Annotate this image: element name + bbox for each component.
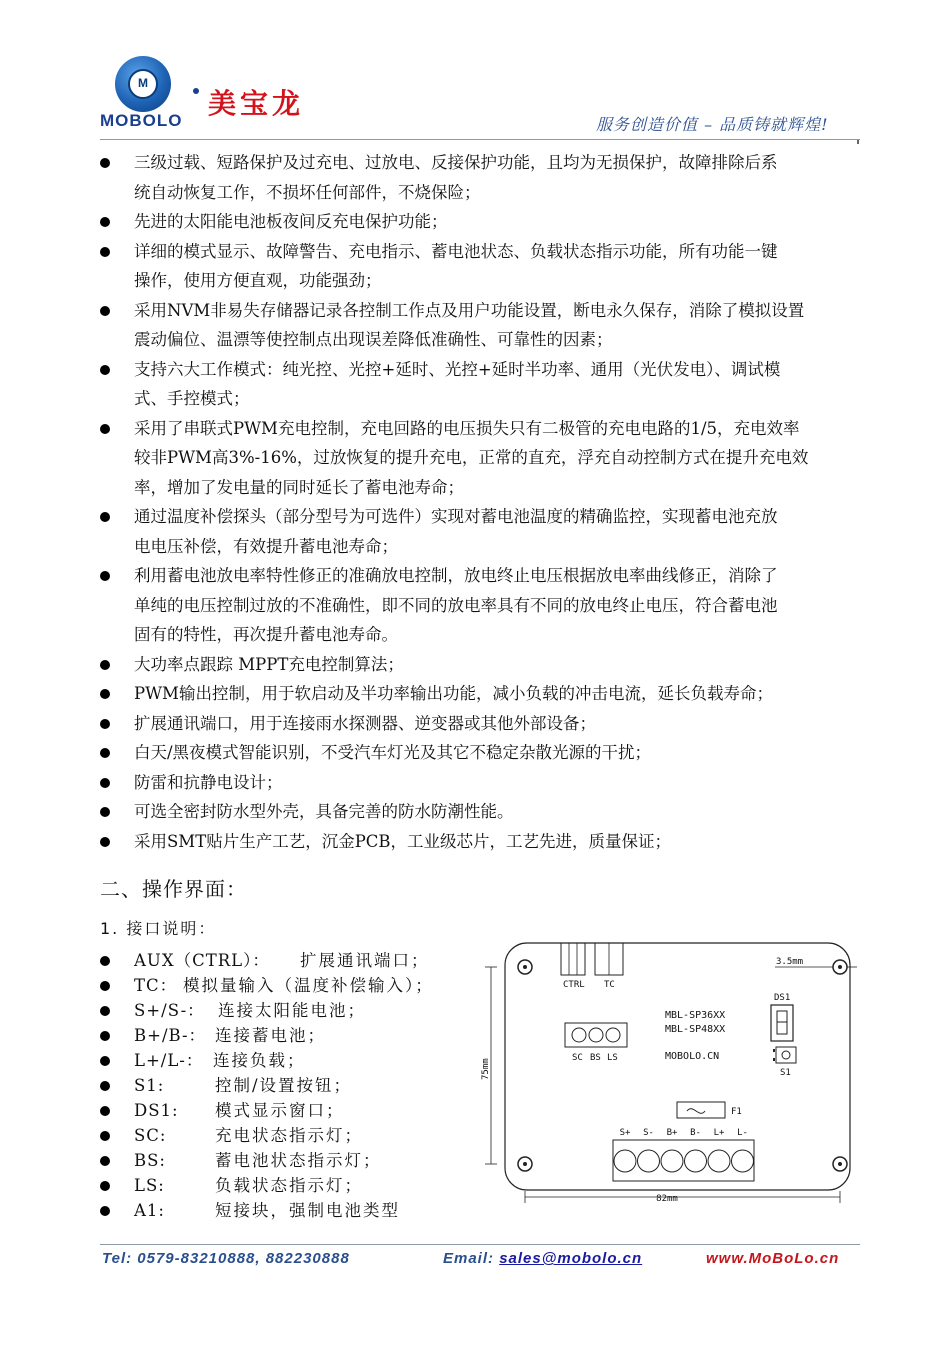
feature-line: 支持六大工作模式：纯光控、光控+延时、光控+延时半功率、通用（光伏发电）、调试模 — [134, 359, 781, 379]
port-description: 连接蓄电池； — [215, 1026, 326, 1045]
footer-website[interactable]: www.MoBoLo.cn — [706, 1250, 840, 1267]
port-description: 充电状态指示灯； — [215, 1126, 363, 1145]
bullet-icon — [100, 1056, 110, 1066]
feature-line: 单纯的电压控制过放的不准确性，即不同的放电率具有不同的放电终止电压，符合蓄电池 — [134, 595, 778, 615]
section-title: 二、操作界面： — [100, 877, 247, 901]
terminal-label: L- — [737, 1128, 748, 1138]
bullet-icon — [100, 719, 110, 729]
port-item — [100, 948, 460, 973]
feature-line: 固有的特性，再次提升蓄电池寿命。 — [134, 625, 398, 644]
terminal-group — [614, 1128, 754, 1172]
port-item — [100, 1023, 460, 1048]
port-description: 连接太阳能电池； — [218, 1001, 366, 1020]
port-item — [100, 1073, 460, 1098]
terminal-label: S- — [643, 1128, 654, 1138]
feature-line: 统自动恢复工作，不损坏任何部件，不烧保险； — [134, 182, 481, 202]
port-key: A1: — [134, 1201, 165, 1220]
terminal-label: L+ — [713, 1128, 725, 1138]
feature-item — [100, 414, 860, 503]
terminal-screw — [685, 1150, 707, 1172]
bullet-icon — [100, 689, 110, 699]
footer-email-link[interactable]: sales@mobolo.cn — [499, 1250, 643, 1267]
led-label: BS — [590, 1053, 601, 1063]
bullet-icon — [100, 660, 110, 670]
bullet-icon — [100, 1206, 110, 1216]
port-key: SC: — [134, 1126, 167, 1145]
terminal-screw — [614, 1150, 636, 1172]
bullet-icon — [100, 1131, 110, 1141]
port-item — [100, 1098, 460, 1123]
footer-rule — [100, 1244, 860, 1245]
bullet-icon — [100, 1106, 110, 1116]
width-dimension-label: 82mm — [656, 1194, 678, 1204]
port-item — [100, 1198, 460, 1223]
terminal-screw — [708, 1150, 730, 1172]
s1-label: S1 — [780, 1068, 791, 1078]
port-key: DS1: — [134, 1101, 179, 1120]
model-label-1: MBL-SP36XX — [665, 1010, 726, 1021]
bullet-icon — [100, 837, 110, 847]
feature-line: 采用NVM非易失存储器记录各控制工作点及用户功能设置，断电永久保存，消除了模拟设置 — [134, 300, 805, 320]
bullet-icon — [100, 512, 110, 522]
mount-hole-top-left — [518, 960, 532, 974]
terminal-block — [613, 1140, 754, 1181]
port-item — [100, 973, 460, 998]
led-label: LS — [607, 1053, 618, 1063]
port-item — [100, 1173, 460, 1198]
terminal-screw — [661, 1150, 683, 1172]
footer-email-label: Email: — [443, 1250, 495, 1267]
led-label: SC — [572, 1053, 583, 1063]
bullet-icon — [100, 807, 110, 817]
footer-phone: Tel: 0579-83210888, 882230888 — [102, 1250, 350, 1267]
terminal-screw — [732, 1150, 754, 1172]
bullet-icon — [100, 158, 110, 168]
bullet-icon — [100, 748, 110, 758]
port-description: 模拟量输入（温度补偿输入）； — [183, 976, 434, 995]
height-dimension-label: 75mm — [481, 1058, 491, 1080]
terminal-label: B- — [690, 1128, 701, 1138]
ctrl-label: CTRL — [563, 980, 585, 990]
bullet-icon — [100, 217, 110, 227]
feature-line: 采用SMT贴片生产工艺，沉金PCB，工业级芯片，工艺先进，质量保证； — [134, 831, 672, 851]
bullet-icon — [100, 365, 110, 375]
bullet-icon — [100, 778, 110, 788]
port-key: S1: — [134, 1076, 165, 1095]
feature-line: 率，增加了发电量的同时延长了蓄电池寿命； — [134, 477, 464, 497]
bullet-icon — [100, 1081, 110, 1091]
port-description: 连接负载； — [213, 1051, 306, 1070]
feature-item — [100, 679, 860, 709]
port-description: 负载状态指示灯； — [215, 1176, 363, 1195]
port-description: 扩展通讯端口； — [300, 951, 430, 970]
feature-line: 防雷和抗静电设计； — [134, 772, 283, 792]
port-key: B+/B-： — [134, 1026, 207, 1045]
port-list — [100, 948, 460, 1223]
feature-line: 可选全密封防水型外壳，具备完善的防水防潮性能。 — [134, 802, 514, 821]
feature-item — [100, 738, 860, 768]
bullet-icon — [100, 1156, 110, 1166]
feature-line: 电电压补偿，有效提升蓄电池寿命； — [134, 536, 398, 556]
ctrl-connector — [561, 943, 585, 975]
feature-line: 较非PWM高3%-16%，过放恢复的提升充电，正常的直充，浮充自动控制方式在提升充电效 — [134, 448, 809, 467]
bullet-icon — [100, 306, 110, 316]
feature-item — [100, 237, 860, 296]
fuse-f1 — [677, 1102, 725, 1118]
feature-line: 白天/黑夜模式智能识别，不受汽车灯光及其它不稳定杂散光源的干扰； — [134, 743, 652, 762]
feature-item — [100, 502, 860, 561]
feature-line: 扩展通讯端口，用于连接雨水探测器、逆变器或其他外部设备； — [134, 713, 596, 733]
feature-item — [100, 650, 860, 680]
feature-item — [100, 827, 860, 857]
port-item — [100, 1148, 460, 1173]
port-key: TC： — [134, 976, 178, 995]
port-key: S+/S-： — [134, 1001, 205, 1020]
feature-line: 先进的太阳能电池板夜间反充电保护功能； — [134, 212, 448, 231]
terminal-label: B+ — [666, 1128, 678, 1138]
port-item — [100, 1123, 460, 1148]
port-description: 控制/设置按钮； — [215, 1076, 353, 1095]
brand-separator-dot — [193, 88, 199, 94]
logo-emblem-inner — [128, 69, 158, 99]
feature-line: 利用蓄电池放电率特性修正的准确放电控制，放电终止电压根据放电率曲线修正，消除了 — [134, 566, 778, 585]
feature-line: 通过温度补偿探头（部分型号为可选件）实现对蓄电池温度的精确监控，实现蓄电池充放 — [134, 507, 778, 526]
feature-line: 三级过载、短路保护及过充电、过放电、反接保护功能，且均为无损保护，故障排除后系 — [134, 153, 778, 172]
bullet-icon — [100, 1181, 110, 1191]
bullet-icon — [100, 981, 110, 991]
feature-item — [100, 355, 860, 414]
port-description: 蓄电池状态指示灯； — [215, 1151, 382, 1170]
feature-item — [100, 561, 860, 650]
bullet-icon — [100, 247, 110, 257]
header-rule — [100, 139, 860, 140]
port-key: BS: — [134, 1151, 166, 1170]
feature-item — [100, 709, 860, 739]
ds1-label: DS1 — [774, 993, 791, 1003]
controller-board-diagram — [465, 935, 865, 1210]
slogan: 服务创造价值 – 品质铸就辉煌! — [596, 115, 829, 134]
bullet-icon — [100, 956, 110, 966]
footer-email — [443, 1250, 642, 1267]
port-key: L+/L-： — [134, 1051, 204, 1070]
brand-name: 美宝龙 — [208, 87, 305, 120]
s1-button — [773, 1047, 796, 1063]
feature-line: 操作，使用方便直观，功能强劲； — [134, 271, 382, 290]
led-labels — [572, 1053, 618, 1063]
led-block — [565, 1023, 627, 1047]
feature-item — [100, 797, 860, 827]
tc-label: TC — [604, 980, 615, 990]
model-label-2: MBL-SP48XX — [665, 1024, 726, 1035]
feature-line: 详细的模式显示、故障警告、充电指示、蓄电池状态、负载状态指示功能，所有功能一键 — [134, 241, 778, 261]
feature-line: 震动偏位、温漂等使控制点出现误差降低准确性、可靠性的因素； — [134, 330, 613, 349]
terminal-screw — [638, 1150, 660, 1172]
feature-line: PWM输出控制，用于软启动及半功率输出功能，减小负载的冲击电流，延长负载寿命； — [134, 684, 773, 703]
bullet-icon — [100, 424, 110, 434]
terminal-label: S+ — [619, 1128, 631, 1138]
port-description: 模式显示窗口； — [215, 1101, 345, 1120]
hole-offset-label: 3.5mm — [776, 957, 804, 967]
bullet-icon — [100, 1006, 110, 1016]
mount-hole-bottom-right — [833, 1157, 847, 1171]
mount-hole-top-right — [833, 960, 847, 974]
port-description: 短接块，强制电池类型 — [215, 1201, 400, 1220]
port-item — [100, 1048, 460, 1073]
feature-item — [100, 296, 860, 355]
tc-connector — [595, 943, 623, 975]
port-item — [100, 998, 460, 1023]
logo-mark: M — [138, 76, 148, 90]
bullet-icon — [100, 571, 110, 581]
feature-line: 大功率点跟踪 MPPT充电控制算法； — [134, 654, 404, 674]
header-rule-tick — [857, 140, 859, 144]
logo-emblem — [115, 56, 171, 112]
fuse-label: F1 — [731, 1107, 742, 1117]
port-key: AUX（CTRL）： — [134, 951, 270, 970]
feature-item — [100, 148, 860, 207]
subsection-title: 1. 接口说明： — [100, 919, 217, 938]
ds1-display — [771, 1005, 793, 1041]
feature-line: 采用了串联式PWM充电控制，充电回路的电压损失只有二极管的充电电路的1/5，充电效率 — [134, 418, 800, 438]
feature-list — [100, 148, 860, 856]
feature-item — [100, 768, 860, 798]
website-label: MOBOLO.CN — [665, 1051, 720, 1062]
mount-hole-bottom-left — [518, 1157, 532, 1171]
bullet-icon — [100, 1031, 110, 1041]
board-outline — [505, 943, 850, 1190]
logo-wordmark: MOBOLO — [100, 111, 183, 130]
feature-item — [100, 207, 860, 237]
port-key: LS: — [134, 1176, 165, 1195]
feature-line: 式、手控模式； — [134, 389, 250, 408]
